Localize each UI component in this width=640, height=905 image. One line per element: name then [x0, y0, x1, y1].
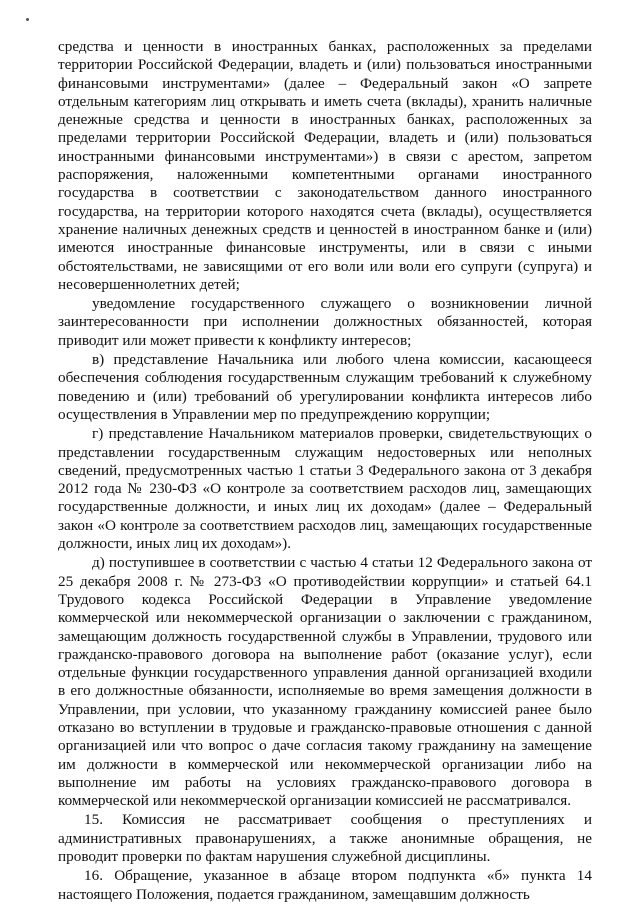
paragraph-item-d: д) поступившее в соответствии с частью 4 статьи 12 Федерального закона от 25 декабря 2008 г. № 273-ФЗ «О противодействии коррупции» и статьей 64.1 Трудового кодекса Российской Федерации в Управление уведомление коммерческой или некоммерческой организации о заключении с гражданином, замещающим должность государственной службы в Управлении, трудового или гражданско-правового договора на выполнение работ (оказание услуг), если отдельные функции государственного управления данной организацией входили в его должностные обязанности, исполняемые во время замещения должности в Управлении, при условии, что указанному гражданину комиссией ранее было отказано во вступлении в трудовые и гражданско-правовые отношения с данной организацией или что вопрос о даче согласия такому гражданину на замещение им должности в коммерческой или некоммерческой организации либо на выполнение им работы на условиях гражданско-правового договора в коммерческой или некоммерческой организации комиссией не рассматривался.: [58, 554, 592, 810]
paragraph-item-16: 16. Обращение, указанное в абзаце втором подпункта «б» пункта 14 настоящего Положения, подается гражданином, замещавшим должность: [58, 867, 592, 903]
paragraph-item-g: г) представление Начальником материалов проверки, свидетельствующих о представлении государственным служащим недостоверных или неполных сведений, предусмотренных частью 1 статьи 3 Федерального закона от 3 декабря 2012 года № 230-ФЗ «О контроле за соответствием расходов лиц, замещающих государственные должности, и иных лиц их доходам» (далее – Федеральный закон «О контроле за соответствием расходов лиц, замещающих государственные должности, иных лиц их доходам»).: [58, 425, 592, 553]
scan-dot-mark: [26, 18, 29, 21]
paragraph-item-v: в) представление Начальника или любого члена комиссии, касающееся обеспечения соблюдения государственным служащим требований к служебному поведению и (или) требований об урегулировании конфликта интересов либо осуществления в Управлении мер по предупреждению коррупции;: [58, 351, 592, 423]
paragraph-item-15: 15. Комиссия не рассматривает сообщения о преступлениях и административных правонарушениях, а также анонимные обращения, не проводит проверки по фактам нарушения служебной дисциплины.: [58, 811, 592, 866]
paragraph-continuation: средства и ценности в иностранных банках, расположенных за пределами территории Российской Федерации, владеть и (или) пользоваться иностранными финансовыми инструментами» (далее – Федеральный закон «О запрете отдельным категориям лиц открывать и иметь счета (вклады), хранить наличные денежные средства и ценности в иностранных банках, расположенных за пределами территории Российской Федерации, владеть и (или) пользоваться иностранными финансовыми инструментами») в связи с арестом, запретом распоряжения, наложенными компетентными органами иностранного государства в соответствии с законодательством данного иностранного государства, на территории которого находятся счета (вклады), осуществляется хранение наличных денежных средств и ценностей в иностранном банке и (или) имеются иностранные финансовые инструменты, или в связи с иными обстоятельствами, не зависящими от его воли или воли его супруги (супруга) и несовершеннолетних детей;: [58, 38, 592, 293]
paragraph-conflict-notification: уведомление государственного служащего о возникновении личной заинтересованности при исполнении должностных обязанностей, которая приводит или может привести к конфликту интересов;: [58, 295, 592, 349]
document-body: [58, 38, 592, 905]
